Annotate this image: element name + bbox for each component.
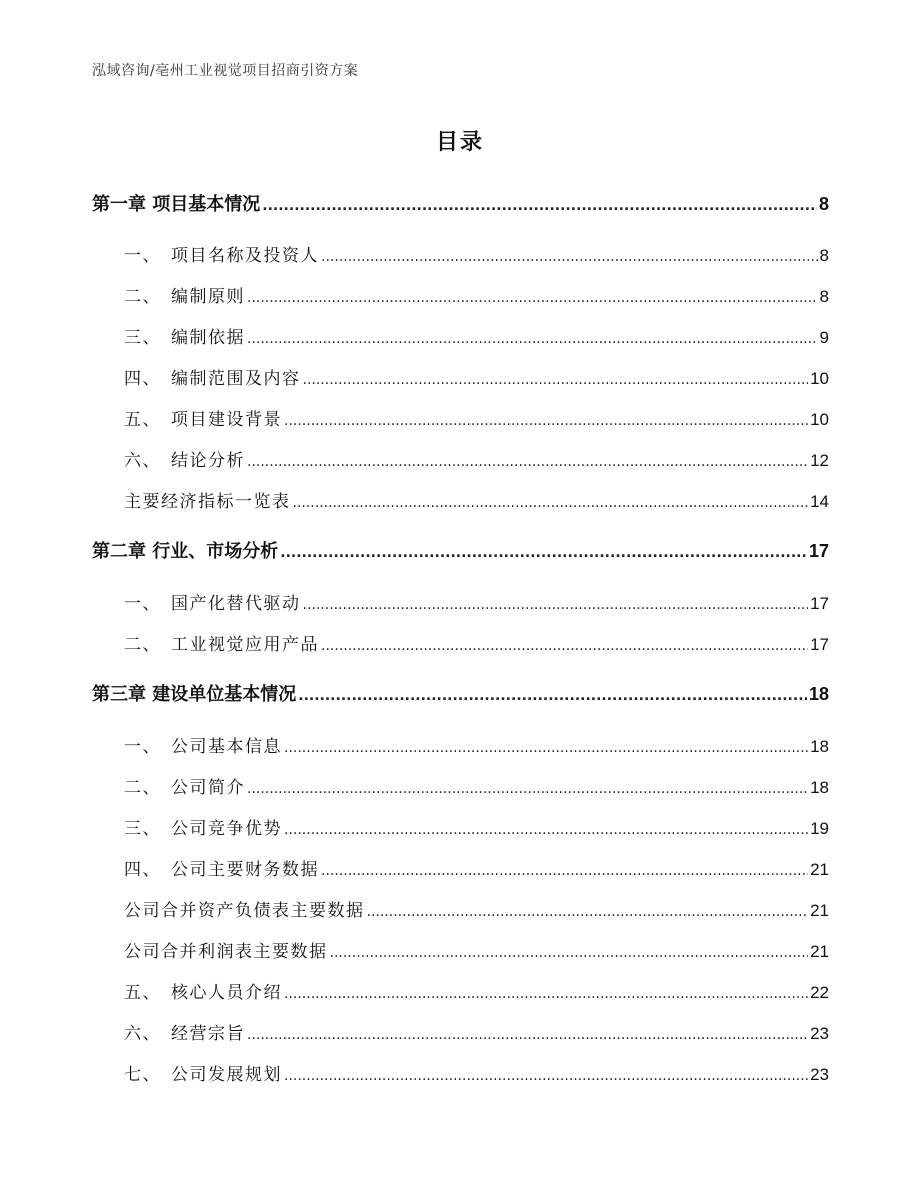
dot-leader [330,942,809,962]
toc-section[interactable] [124,814,829,839]
toc-label: 项目名称及投资人 [171,246,319,266]
toc-section[interactable] [124,855,829,880]
toc-page-number: 9 [819,328,829,347]
toc-label: 编制原则 [171,287,245,307]
toc-label: 项目建设背景 [171,410,282,430]
toc-section[interactable] [124,630,829,655]
toc-section-number: 六、 [124,1024,161,1044]
toc-label: 结论分析 [171,451,245,471]
toc-section[interactable] [124,446,829,471]
toc-label: 公司基本信息 [171,737,282,757]
toc-section[interactable] [124,732,829,757]
dot-leader [321,246,818,266]
dot-leader [247,328,818,348]
toc-section-number: 二、 [124,635,161,655]
toc-page-number: 23 [810,1065,829,1084]
running-header: 泓域咨询/亳州工业视觉项目招商引资方案 [92,63,359,79]
toc-label: 第一章 项目基本情况 [92,194,261,215]
dot-leader [247,451,808,471]
toc-label: 国产化替代驱动 [171,594,301,614]
toc-section[interactable] [124,364,829,389]
toc-label: 编制范围及内容 [171,369,301,389]
toc-chapter-3[interactable] [92,680,829,706]
toc-page-number: 21 [810,860,829,879]
toc-page-number: 23 [810,1024,829,1043]
toc-section[interactable] [124,773,829,798]
toc-section-number: 四、 [124,860,161,880]
toc-page-number: 17 [808,541,829,561]
dot-leader [247,287,818,307]
toc-page-number: 19 [810,819,829,838]
toc-page-number: 8 [819,287,829,306]
toc-section[interactable] [124,1019,829,1044]
toc-section[interactable] [124,589,829,614]
toc-section[interactable] [124,241,829,266]
dot-leader [367,901,809,921]
toc-chapter-1[interactable] [92,190,829,216]
dot-leader [321,635,808,655]
dot-leader [284,983,808,1003]
dot-leader [284,819,808,839]
dot-leader [247,778,808,798]
toc-label: 公司合并资产负债表主要数据 [124,901,365,921]
toc-label: 编制依据 [171,328,245,348]
toc-section-number: 四、 [124,369,161,389]
toc-section[interactable] [124,487,829,512]
toc-section-number: 六、 [124,451,161,471]
toc-section-number: 三、 [124,328,161,348]
dot-leader [247,1024,808,1044]
toc-label: 经营宗旨 [171,1024,245,1044]
toc-section[interactable] [124,937,829,962]
toc-section-number: 七、 [124,1065,161,1085]
toc-section-number: 一、 [124,737,161,757]
toc-page-number: 8 [818,194,829,214]
toc-section-number: 五、 [124,983,161,1003]
toc-page-number: 17 [810,594,829,613]
toc-page-number: 21 [810,942,829,961]
toc-section-number: 三、 [124,819,161,839]
toc-page-number: 18 [808,684,829,704]
toc-chapter-2[interactable] [92,537,829,563]
toc-page-number: 22 [810,983,829,1002]
toc-section[interactable] [124,1060,829,1085]
toc-section-number: 二、 [124,778,161,798]
toc-page-number: 17 [810,635,829,654]
toc-label: 公司发展规划 [171,1065,282,1085]
dot-leader [298,684,807,705]
toc-page-number: 14 [810,492,829,511]
toc-section[interactable] [124,405,829,430]
dot-leader [280,541,807,562]
dot-leader [303,369,809,389]
dot-leader [262,194,817,215]
dot-leader [284,410,808,430]
toc-page-number: 18 [810,778,829,797]
toc-section[interactable] [124,896,829,921]
toc-section[interactable] [124,978,829,1003]
toc-page-number: 10 [810,369,829,388]
dot-leader [284,737,808,757]
toc-section-number: 五、 [124,410,161,430]
toc-label: 公司合并利润表主要数据 [124,942,328,962]
toc-page-number: 12 [810,451,829,470]
toc-page-number: 21 [810,901,829,920]
toc-label: 公司主要财务数据 [171,860,319,880]
toc-label: 第二章 行业、市场分析 [92,541,279,562]
toc-section-number: 二、 [124,287,161,307]
toc-section[interactable] [124,282,829,307]
toc-section[interactable] [124,323,829,348]
toc-section-number: 一、 [124,246,161,266]
toc-page-number: 10 [810,410,829,429]
toc-label: 核心人员介绍 [171,983,282,1003]
toc-title: 目录 [435,130,484,155]
dot-leader [321,860,808,880]
toc-label: 主要经济指标一览表 [124,492,291,512]
toc-page-number: 8 [819,246,829,265]
dot-leader [303,594,809,614]
toc-section-number: 一、 [124,594,161,614]
toc-label: 公司简介 [171,778,245,798]
dot-leader [284,1065,808,1085]
toc-page-number: 18 [810,737,829,756]
dot-leader [293,492,809,512]
toc-label: 工业视觉应用产品 [171,635,319,655]
toc-label: 第三章 建设单位基本情况 [92,684,297,705]
toc-label: 公司竞争优势 [171,819,282,839]
